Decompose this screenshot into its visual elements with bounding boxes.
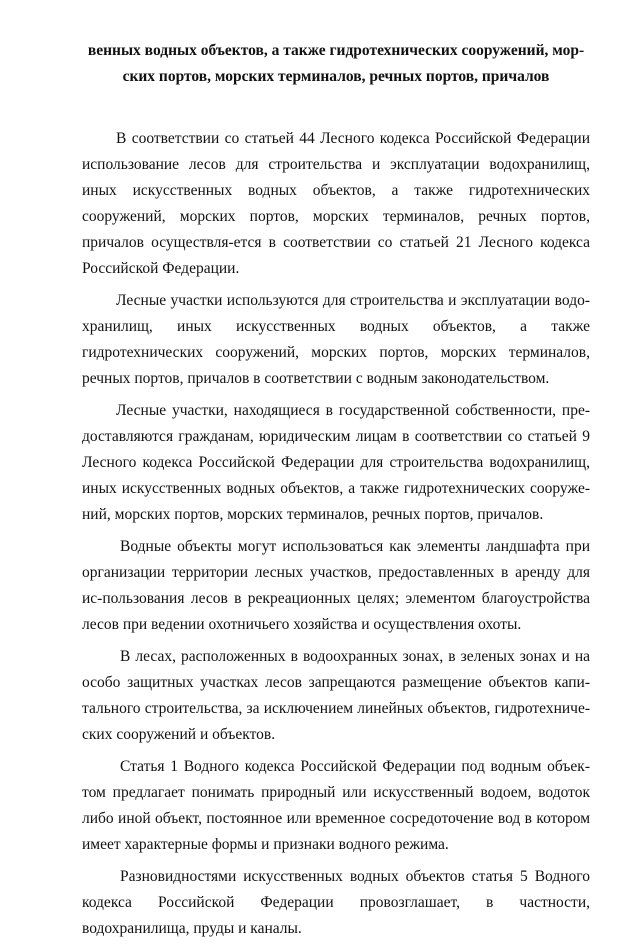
paragraph-forest-plots-usage: Лесные участки используются для строительства и эксплуатации водо-хранилищ, иных искусственных водных объектов, а также гидротехнических сооружений, морских портов, морских терминалов, речных портов, причалов в соответствии с водным законодательством. [82,292,590,387]
heading-line-1: венных водных объектов, а также гидротехнических сооружений, мор- [87,42,585,59]
paragraph-state-owned-plots: Лесные участки, находящиеся в государственной собственности, пре-доставляются гражданам, юридическим лицам в соответствии со статьей 9 Лесного кодекса Российской Федерации для строительства водохранилищ, иных искусственных водных объектов, а также гидротехнических сооруже-ний, морских портов, морских терминалов, речных портов, причалов. [82,402,590,523]
paragraph-water-protection-zones: В лесах, расположенных в водоохранных зонах, в зеленых зонах и на особо защитных участках лесов запрещаются размещение объектов капи-тального строительства, за исключением линейных объектов, гидротехниче-ских сооружений и объектов. [82,648,590,743]
paragraph-forest-code-article-44: В соответствии со статьей 44 Лесного кодекса Российской Федерации использование лесов для строительства и эксплуатации водохранилищ, иных искусственных водных объектов, а также гидротехнических сооружений, морских портов, морских терминалов, речных портов, причалов осуществля-ется в соответствии со статьей 21 Лесного кодекса Российской Федерации. [82,130,590,277]
paragraph-water-code-article-1: Статья 1 Водного кодекса Российской Федерации под водным объек-том предлагает понимать природный или искусственный водоем, водоток либо иной объект, постоянное или временное сосредоточение вод в котором имеет характерные формы и признаки водного режима. [82,758,590,853]
paragraph-landscape-elements: Водные объекты могут использоваться как элементы ландшафта при организации территории лесных участков, предоставленных в аренду для ис-пользования лесов в рекреационных целях; элементом благоустройства лесов при ведении охотничьего хозяйства и осуществления охоты. [82,538,590,633]
document-body [82,126,590,942]
heading-line-2: ских портов, морских терминалов, речных портов, причалов [122,68,550,85]
document-page [82,38,590,948]
paragraph-water-code-article-5: Разновидностями искусственных водных объектов статья 5 Водного кодекса Российской Федерации провозглашает, в частности, водохранилища, пруды и каналы. [82,868,590,937]
section-heading [82,38,590,90]
